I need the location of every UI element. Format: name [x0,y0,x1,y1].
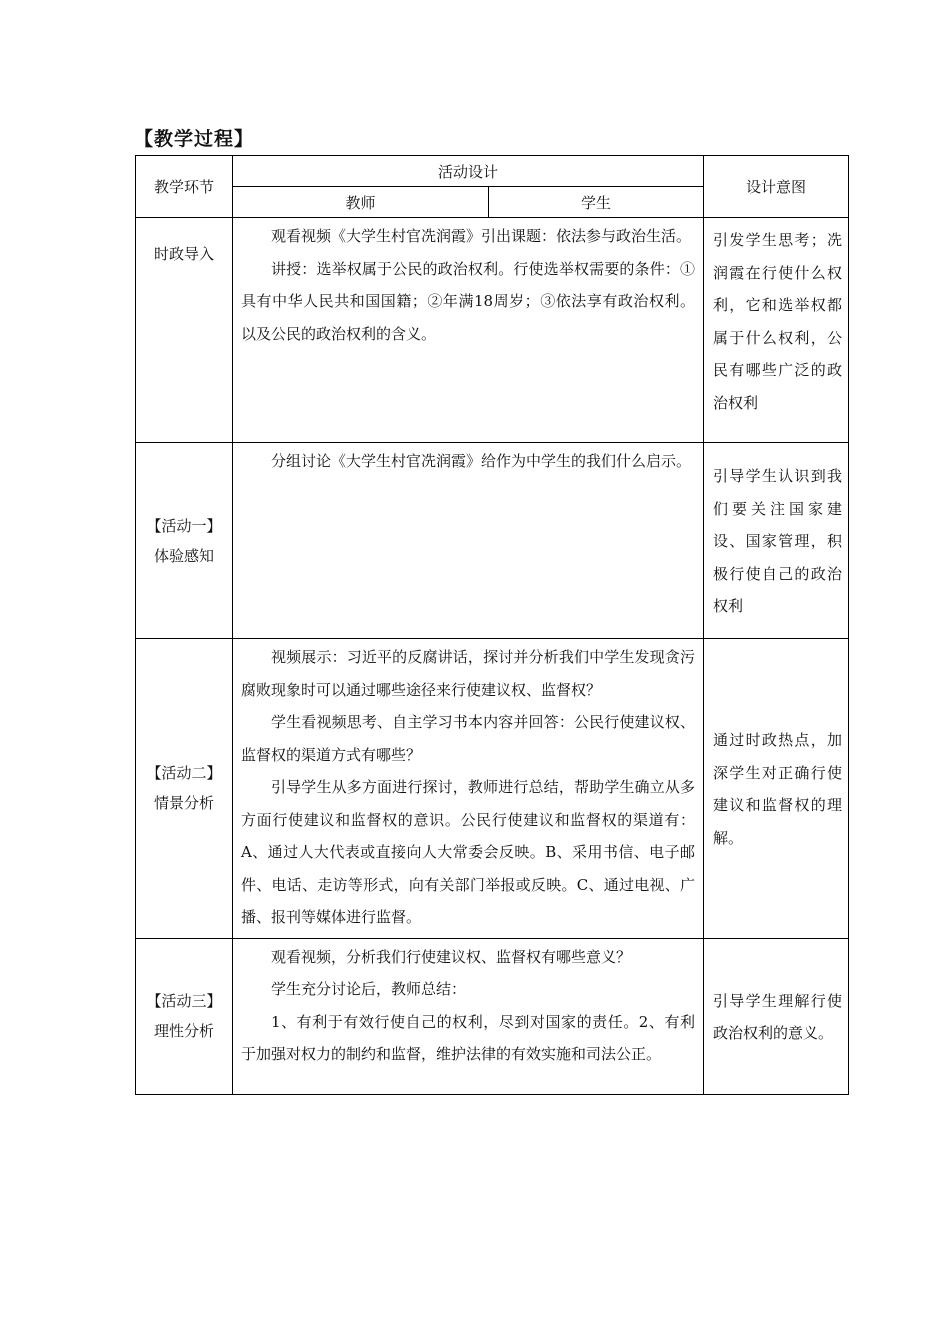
stage-label: 时政导入 [153,245,214,263]
stage-label: 【活动一】 [146,516,222,535]
activity-content-cell [233,938,704,1094]
teaching-process-table [135,155,849,1095]
stage-sublabel: 情景分析 [153,794,214,813]
stage-sublabel: 体验感知 [153,546,214,565]
activity-content-cell [233,639,704,939]
design-intent-cell: 引发学生思考；冼润霞在行使什么权利，它和选举权都属于什么权利，公民有哪些广泛的政治权利 [704,218,849,443]
activity-content-cell [233,218,704,443]
header-teacher: 教师 [233,187,489,218]
stage-cell [136,639,233,939]
header-stage: 教学环节 [136,156,233,218]
section-title: 【教学过程】 [134,128,255,150]
content-paragraph: 引导学生从多方面进行探讨，教师进行总结，帮助学生确立从多方面行使建议和监督权的意识。公民行使建议和监督权的渠道有：A、通过人大代表或直接向人大常委会反映。B、采用书信、电子邮件、电话、走访等形式，向有关部门举报或反映。C、通过电视、广播、报刊等媒体进行监督。 [241,778,696,926]
content-paragraph: 讲授：选举权属于公民的政治权利。行使选举权需要的条件：①具有中华人民共和国国籍；②年满18周岁；③依法享有政治权利。以及公民的政治权利的含义。 [241,259,696,343]
stage-label: 【活动二】 [146,764,222,783]
stage-cell [136,218,233,443]
content-paragraph: 视频展示：习近平的反腐讲话，探讨并分析我们中学生发现贪污腐败现象时可以通过哪些途径来行使建议权、监督权？ [241,648,696,699]
activity-content-cell [233,443,704,639]
content-paragraph: 学生看视频思考、自主学习书本内容并回答：公民行使建议权、监督权的渠道方式有哪些？ [241,713,696,764]
table-row [136,218,849,443]
header-design-intent: 设计意图 [704,156,849,218]
header-student: 学生 [489,187,704,218]
content-paragraph: 1、有利于有效行使自己的权利，尽到对国家的责任。2、有利于加强对权力的制约和监督，维护法律的有效实施和司法公正。 [241,1012,696,1063]
stage-label: 【活动三】 [146,992,222,1010]
stage-cell [136,938,233,1094]
design-intent-cell: 引导学生理解行使政治权利的意义。 [704,938,849,1094]
content-paragraph: 观看视频，分析我们行使建议权、监督权有哪些意义？ [271,947,632,966]
content-paragraph: 学生充分讨论后，教师总结： [271,980,467,998]
stage-cell [136,443,233,639]
table-row [136,938,849,1094]
table-row [136,639,849,939]
design-intent-cell: 通过时政热点，加深学生对正确行使建议和监督权的理解。 [704,639,849,939]
content-paragraph: 分组讨论《大学生村官冼润霞》给作为中学生的我们什么启示。 [271,452,692,470]
header-row-1 [136,156,849,187]
design-intent-cell: 引导学生认识到我们要关注国家建设、国家管理，积极行使自己的政治权利 [704,443,849,639]
content-paragraph: 观看视频《大学生村官冼润霞》引出课题：依法参与政治生活。 [271,227,692,245]
stage-sublabel: 理性分析 [153,1022,214,1040]
header-activity-design: 活动设计 [233,156,704,187]
table-row [136,443,849,639]
